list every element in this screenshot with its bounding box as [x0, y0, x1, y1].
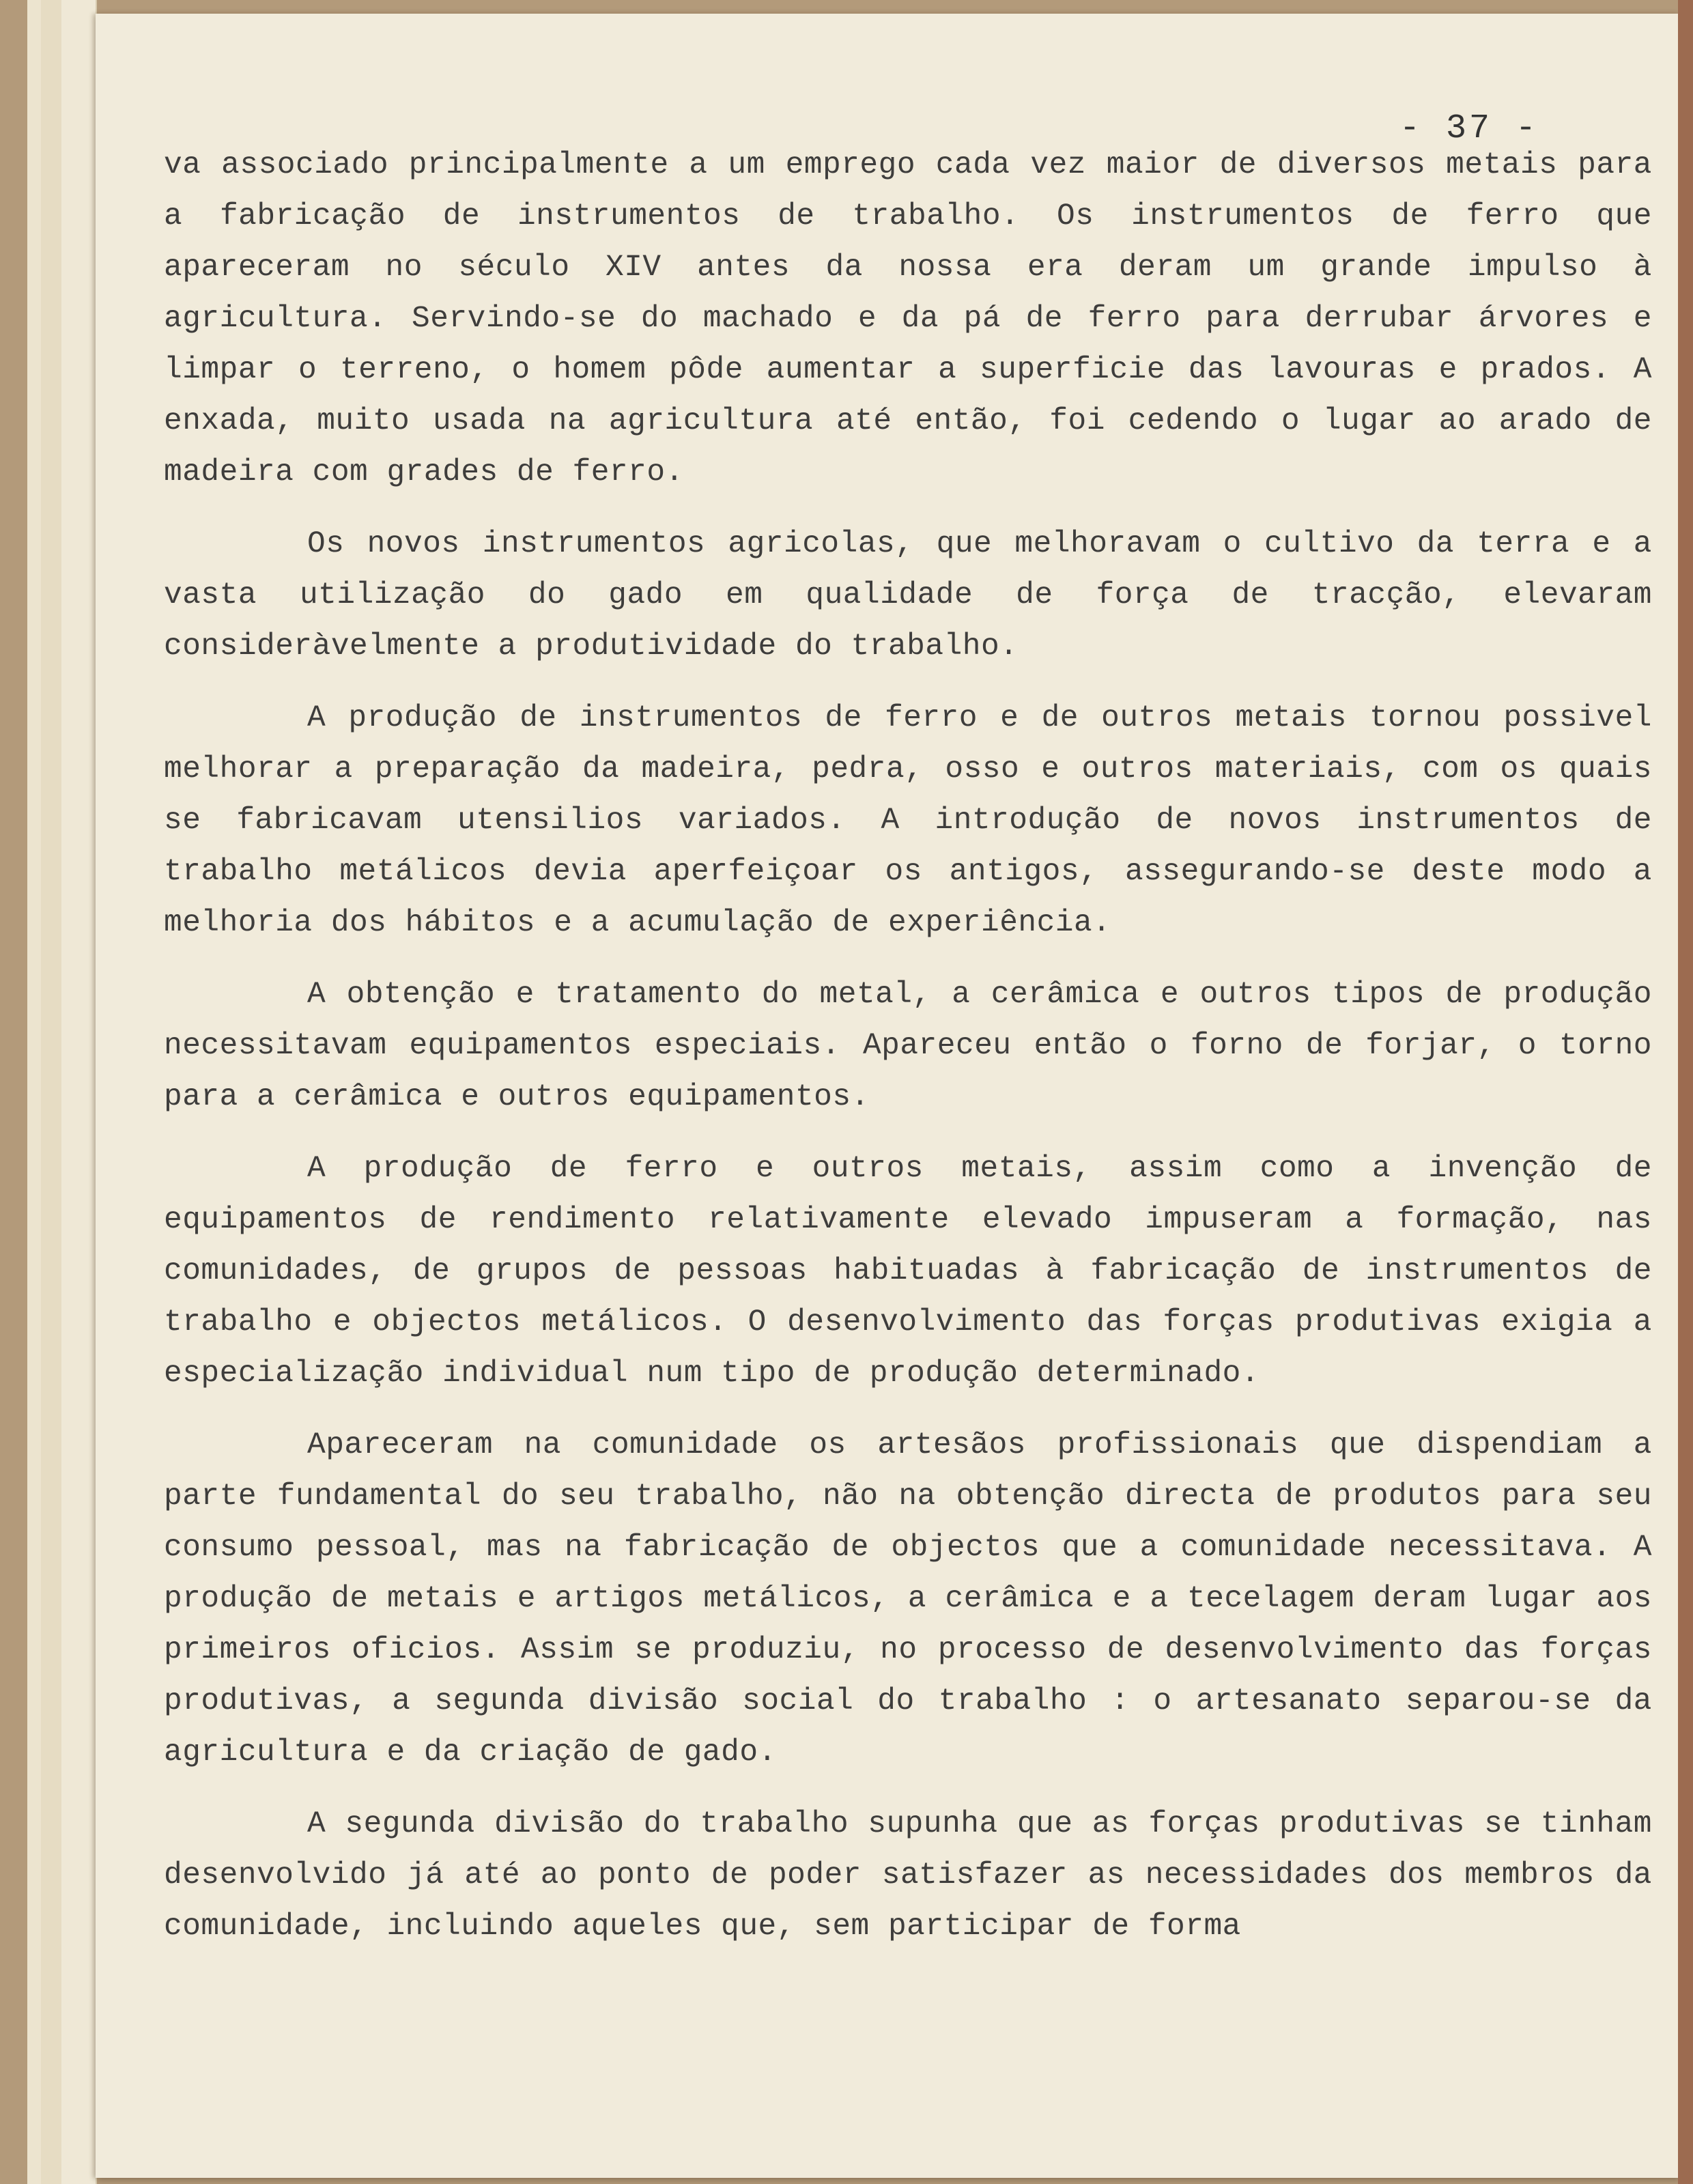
paragraph-4 [164, 969, 1652, 1123]
paragraph-3 [164, 693, 1652, 949]
paragraph-text: A segunda divisão do trabalho supunha que as forças produtivas se tinham desenvolvido já até ao ponto de poder satisfazer as necessidades dos membros da comunidade, incluindo aqueles que, sem participar de forma [164, 1807, 1652, 1944]
document-page [96, 14, 1679, 2178]
paragraph-text: A obtenção e tratamento do metal, a cerâmica e outros tipos de produção necessitavam equipamentos especiais. Apareceu então o forno de forjar, o torno para a cerâmica e outros equipamentos. [164, 978, 1652, 1114]
paragraph-1 [164, 140, 1652, 498]
paragraph-6 [164, 1420, 1652, 1778]
paragraph-text: Os novos instrumentos agricolas, que melhoravam o cultivo da terra e a vasta utilização do gado em qualidade de força de tracção, elevaram consideràvelmente a produtividade do trabalho. [164, 527, 1652, 664]
paragraph-text: Apareceram na comunidade os artesãos profissionais que dispendiam a parte fundamental do seu trabalho, não na obtenção directa de produtos para seu consumo pessoal, mas na fabricação de objectos que a comunidade necessitava. A produção de metais e artigos metálicos, a cerâmica e a tecelagem deram lugar aos primeiros oficios. Assim se produziu, no processo de desenvolvimento das forças produtivas, a segunda divisão social do trabalho : o artesanato separou-se da agricultura e da criação de gado. [164, 1428, 1652, 1770]
paragraph-text: va associado principalmente a um emprego cada vez maior de diversos metais para a fabricação de instrumentos de trabalho. Os instrumentos de ferro que apareceram no século XIV antes da nossa era deram um grande impulso à agricultura. Servindo-se do machado e da pá de ferro para derrubar árvores e limpar o terreno, o homem pôde aumentar a superficie das lavouras e prados. A enxada, muito usada na agricultura até então, foi cedendo o lugar ao arado de madeira com grades de ferro. [164, 148, 1652, 490]
paragraph-text: A produção de ferro e outros metais, assim como a invenção de equipamentos de rendimento relativamente elevado impuseram a formação, nas comunidades, de grupos de pessoas habituadas à fabricação de instrumentos de trabalho e objectos metálicos. O desenvolvimento das forças produtivas exigia a especialização individual num tipo de produção determinado. [164, 1152, 1652, 1391]
paragraph-text: A produção de instrumentos de ferro e de outros metais tornou possivel melhorar a preparação da madeira, pedra, osso e outros materiais, com os quais se fabricavam utensilios variados. A introdução de novos instrumentos de trabalho metálicos devia aperfeiçoar os antigos, assegurando-se deste modo a melhoria dos hábitos e a acumulação de experiência. [164, 701, 1652, 940]
body-text [164, 140, 1652, 1953]
book-cover-edge [1678, 0, 1693, 2184]
page-edges-top [61, 0, 97, 2184]
paragraph-7 [164, 1799, 1652, 1953]
page-number: - 37 - [1399, 109, 1539, 148]
paragraph-5 [164, 1144, 1652, 1400]
paragraph-2 [164, 519, 1652, 672]
